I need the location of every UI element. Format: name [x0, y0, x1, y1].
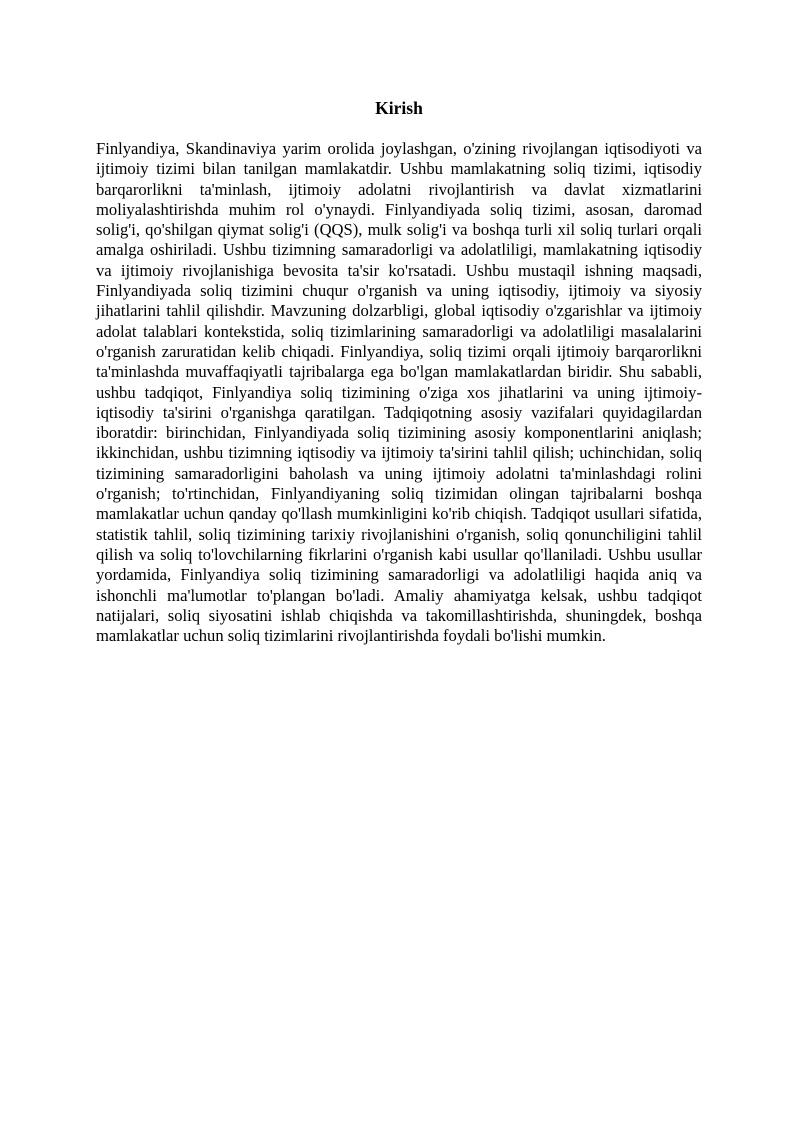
body-paragraph: Finlyandiya, Skandinaviya yarim orolida joylashgan, o'zining rivojlangan iqtisodiyoti va ijtimoiy tizimi bilan tanilgan mamlakatdir. Ushbu mamlakatning soliq tizimi, iqtisodiy barqarorlikni ta'minlash, ijtimoiy adolatni rivojlantirish va davlat xizmatlarini moliyalashtirishda muhim rol o'ynaydi. Finlyandiyada soliq tizimi, asosan, daromad solig'i, qo'shilgan qiymat solig'i (QQS), mulk solig'i va boshqa turli xil soliq turlari orqali amalga oshiriladi. Ushbu tizimning samaradorligi va adolatliligi, mamlakatning iqtisodiy va ijtimoiy rivojlanishiga bevosita ta'sir ko'rsatadi. Ushbu mustaqil ishning maqsadi, Finlyandiyada soliq tizimini chuqur o'rganish va uning iqtisodiy, ijtimoiy va siyosiy jihatlarini tahlil qilishdir. Mavzuning dolzarbligi, global iqtisodiy o'zgarishlar va ijtimoiy adolat talablari kontekstida, soliq tizimlarining samaradorligi va adolatliligi masalalarini o'rganish zaruratidan kelib chiqadi. Finlyandiya, soliq tizimi orqali ijtimoiy barqarorlikni ta'minlashda muvaffaqiyatli tajribalarga ega bo'lgan mamlakatlardan biridir. Shu sababli, ushbu tadqiqot, Finlyandiya soliq tizimining o'ziga xos jihatlarini va uning ijtimoiy-iqtisodiy ta'sirini o'rganishga qaratilgan. Tadqiqotning asosiy vazifalari quyidagilardan iboratdir: birinchidan, Finlyandiyada soliq tizimining asosiy komponentlarini aniqlash; ikkinchidan, ushbu tizimning iqtisodiy va ijtimoiy ta'sirini tahlil qilish; uchinchidan, soliq tizimining samaradorligini baholash va uning ijtimoiy adolatni ta'minlashdagi rolini o'rganish; to'rtinchidan, Finlyandiyaning soliq tizimidan olingan tajribalarni boshqa mamlakatlar uchun qanday qo'llash mumkinligini ko'rib chiqish. Tadqiqot usullari sifatida, statistik tahlil, soliq tizimining tarixiy rivojlanishini o'rganish, soliq qonunchiligini tahlil qilish va soliq to'lovchilarning fikrlarini o'rganish kabi usullar qo'llaniladi. Ushbu usullar yordamida, Finlyandiya soliq tizimining samaradorligi va adolatliligi haqida aniq va ishonchli ma'lumotlar to'plangan bo'ladi. Amaliy ahamiyatga kelsak, ushbu tadqiqot natijalari, soliq siyosatini ishlab chiqishda va takomillashtirishda, shuningdek, boshqa mamlakatlar uchun soliq tizimlarini rivojlantirishda foydali bo'lishi mumkin. [96, 139, 702, 646]
page-title: Kirish [375, 98, 423, 118]
